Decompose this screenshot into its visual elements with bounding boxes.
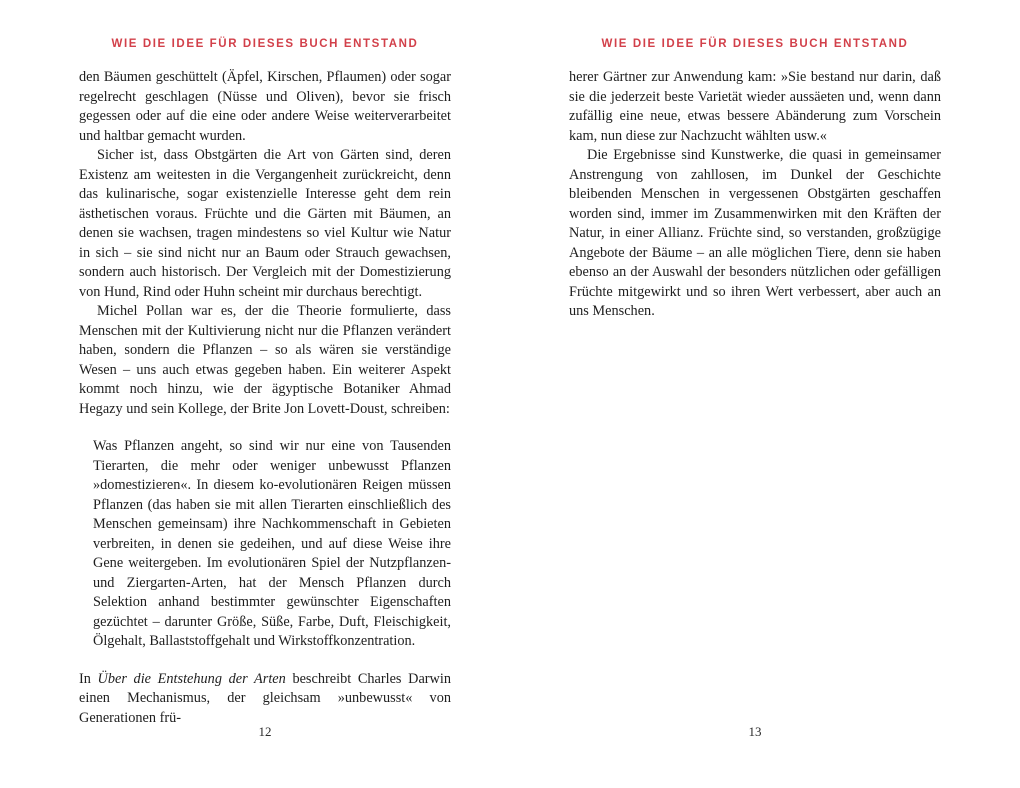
left-paragraph-3: Michel Pollan war es, der die Theorie formulierte, dass Menschen mit der Kultivierung nicht nur die Pflanzen verändert haben, sondern die Pflanzen – so als wären sie verständige Wesen – uns auch etwas gegeben haben. Ein weiterer Aspekt kommt noch hinzu, wie der ägyptische Botaniker Ahmad Hegazy und sein Kollege, der Brite Jon Lovett-Doust, schreiben: (79, 303, 451, 417)
blockquote: Was Pflanzen angeht, so sind wir nur eine von Tausenden Tierarten, die mehr oder weniger unbewusst Pflanzen »domestizieren«. In diesem ko-evolutionären Reigen müssen Pflanzen (das haben sie mit allen Tierarten einschließlich des Menschen gemeinsam) ihre Nachkommenschaft in Gebieten verbreiten, in denen sie gedeihen, und auf diese Weise ihre Gene weitergeben. Im evolutionären Spiel der Nutzpflanzen- und Ziergarten-Arten, hat der Mensch Pflanzen durch Selektion anhand bestimmter gewünschter Eigenschaften gezüchtet – darunter Größe, Süße, Farbe, Duft, Fleischigkeit, Ölgehalt, Ballaststoffgehalt und Wirkstoffkonzentration. (93, 438, 451, 649)
right-page (569, 0, 941, 788)
left-paragraph-1: den Bäumen geschüttelt (Äpfel, Kirschen, Pflaumen) oder sogar regelrecht geschlagen (Nüsse und Oliven), bevor sie frisch gegessen oder auf die eine oder andere Weise weiterverarbeitet und haltbar gemacht wurden. (79, 69, 451, 144)
left-body-text (79, 68, 451, 728)
left-page-number: 12 (258, 724, 272, 739)
left-paragraph-2: Sicher ist, dass Obstgärten die Art von Gärten sind, deren Existenz am weitesten in die Vergangenheit zurückreicht, denn das kulinarische, sogar existenzielle Interesse geht dem rein ästhetischen voraus. Früchte und die Gärten mit Bäumen, an denen sie wachsen, tragen mindestens so viel Kultur wie Natur in sich – sie sind nicht nur an Baum oder Strauch gewachsen, sondern auch historisch. Der Vergleich mit der Domestizierung von Hund, Rind oder Huhn scheint mir durchaus berechtigt. (79, 147, 451, 300)
right-running-head: WIE DIE IDEE FÜR DIESES BUCH ENTSTAND (601, 38, 909, 50)
closing-prefix: In (79, 670, 98, 687)
right-paragraph-1: herer Gärtner zur Anwendung kam: »Sie bestand nur darin, daß sie die jederzeit beste Varietät wieder aussäeten und, wenn dann zufällig eine neue, etwas bessere Abänderung zum Vorschein kam, nun diese zur Nachzucht wählten usw.« (569, 69, 941, 144)
left-running-head: WIE DIE IDEE FÜR DIESES BUCH ENTSTAND (111, 38, 419, 50)
right-page-number: 13 (748, 724, 762, 739)
left-paragraph-closing (79, 670, 451, 729)
book-title-darwin: Über die Entstehung der Arten (97, 670, 286, 687)
right-paragraph-2: Die Ergebnisse sind Kunstwerke, die quasi in gemeinsamer Anstrengung von zahllosen, im Dunkel der Geschichte bleibenden Menschen in vergessenen Obstgärten geschaffen worden sind, immer im Zusammenwirken mit den Kräften der Natur, in einer Allianz. Früchte sind, so verstanden, großzügige Angebote der Bäume – an alle möglichen Tiere, denn sie haben ebenso an der Auswahl der besonders nützlichen oder gefälligen Früchte mitgewirkt und so ihren Wert verbessert, aber auch an uns Menschen. (569, 147, 941, 319)
closing-rest: beschreibt Charles Darwin einen Mechanismus, der gleichsam »unbewusst« von Generationen frü- (79, 670, 451, 726)
left-page (79, 0, 451, 788)
right-body-text (569, 68, 941, 322)
